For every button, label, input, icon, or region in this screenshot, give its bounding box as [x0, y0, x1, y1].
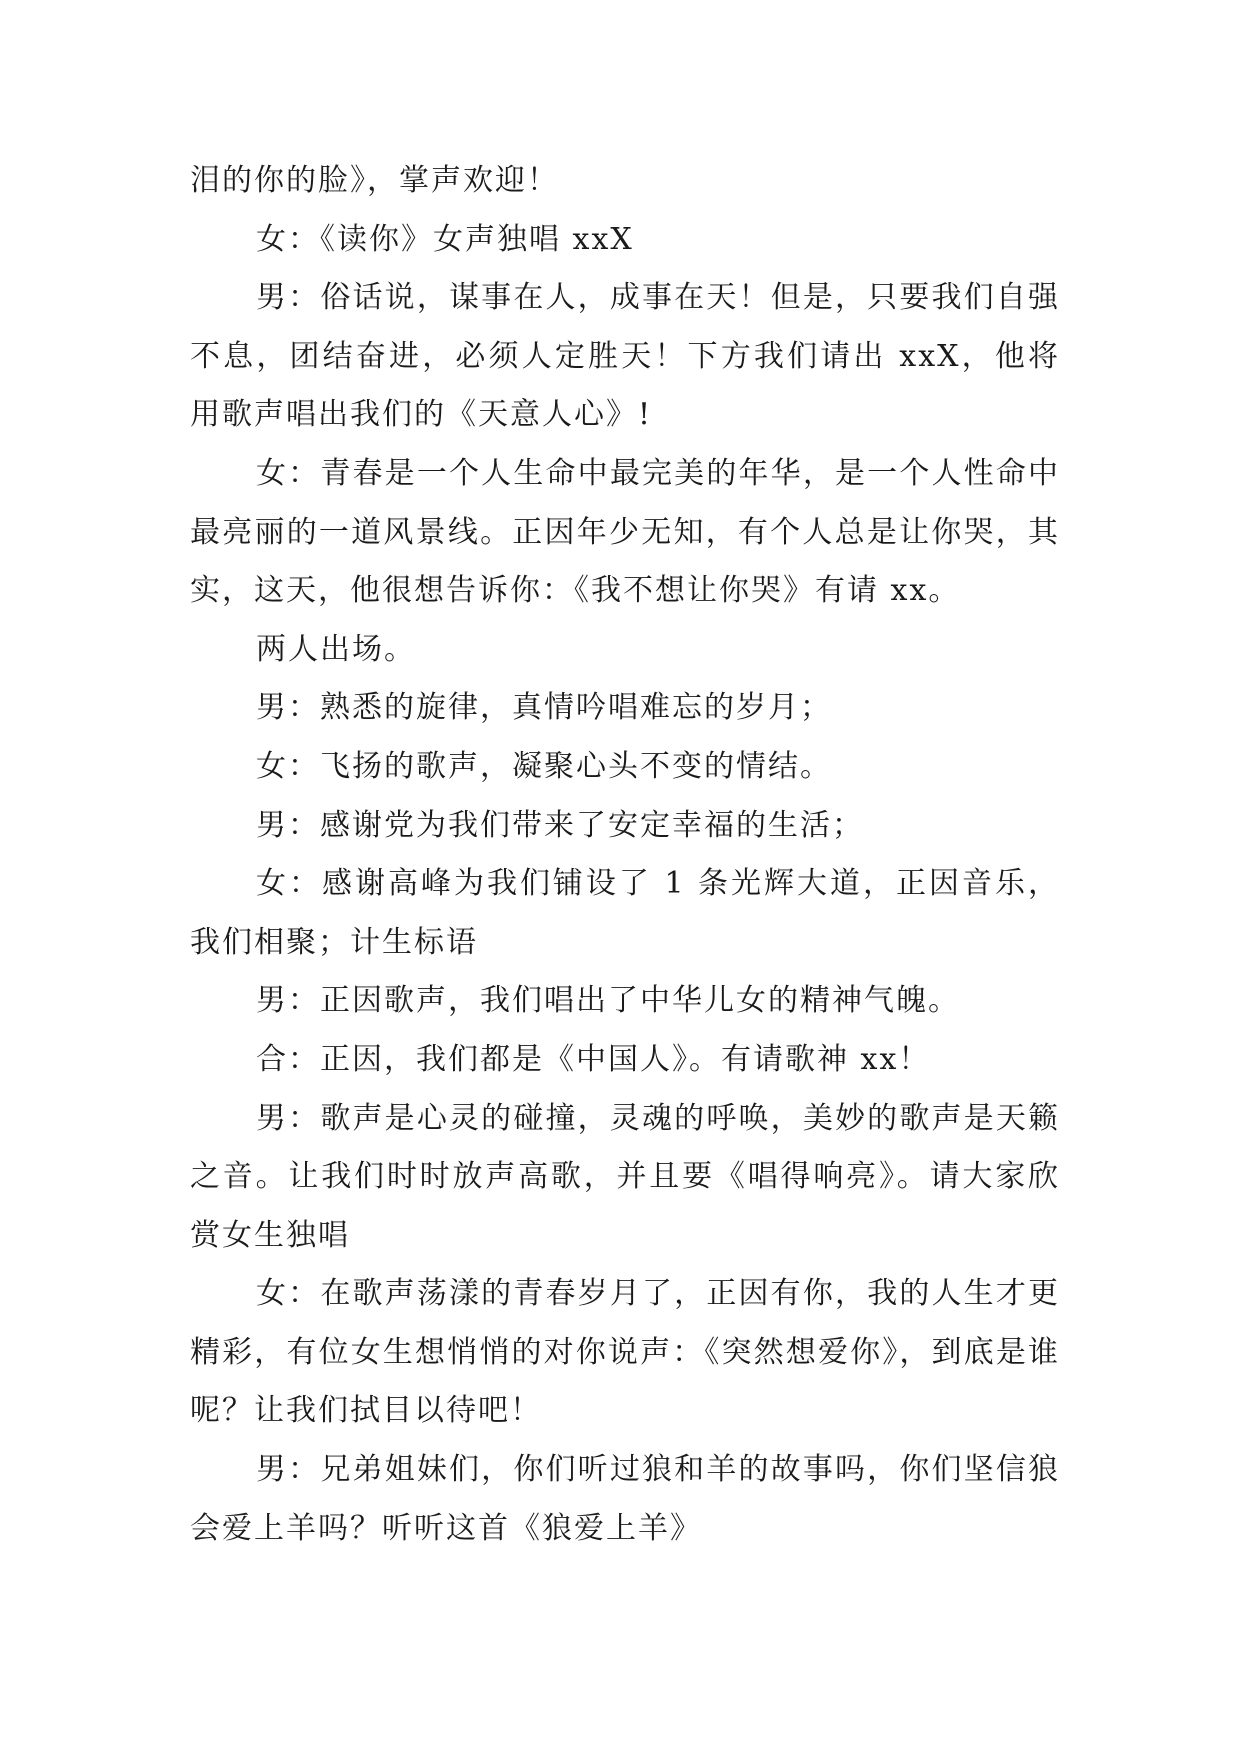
paragraph: 两人出场。	[256, 631, 416, 667]
paragraph: 男：感谢党为我们带来了安定幸福的生活；	[256, 807, 864, 843]
paragraph: 合：正因，我们都是《中国人》。有请歌神 xx！	[256, 1041, 931, 1077]
paragraph: 泪的你的脸》，掌声欢迎！	[190, 163, 559, 198]
paragraph: 男：俗话说，谋事在人，成事在天！但是，只要我们自强不息，团结奋进，必须人定胜天！下方我们请出 xxX，他将用歌声唱出我们的《天意人心》!	[190, 280, 1060, 433]
paragraph: 女：飞扬的歌声，凝聚心头不变的情结。	[256, 748, 832, 784]
paragraph: 女：青春是一个人生命中最完美的年华，是一个人性命中最亮丽的一道风景线。正因年少无知，有个人总是让你哭，其实，这天，他很想告诉你：《我不想让你哭》有请 xx。	[190, 455, 1060, 609]
paragraph: 女：《读你》女声独唱 xxX	[256, 221, 634, 257]
paragraph: 男：兄弟姐妹们，你们听过狼和羊的故事吗，你们坚信狼会爱上羊吗？听听这首《狼爱上羊》	[190, 1452, 1060, 1546]
paragraph: 男：熟悉的旋律，真情吟唱难忘的岁月；	[256, 690, 832, 726]
paragraph: 女：在歌声荡漾的青春岁月了，正因有你，我的人生才更精彩，有位女生想悄悄的对你说声：《突然想爱你》，到底是谁呢？让我们拭目以待吧！	[190, 1276, 1060, 1429]
paragraph: 男：正因歌声，我们唱出了中华儿女的精神气魄。	[256, 983, 960, 1019]
paragraph: 男：歌声是心灵的碰撞，灵魂的呼唤，美妙的歌声是天籁之音。让我们时时放声高歌，并且要《唱得响亮》。请大家欣赏女生独唱	[190, 1100, 1060, 1253]
paragraph: 女：感谢高峰为我们铺设了 1 条光辉大道，正因音乐，我们相聚；计生标语	[190, 866, 1060, 960]
document-body	[190, 152, 1060, 1558]
